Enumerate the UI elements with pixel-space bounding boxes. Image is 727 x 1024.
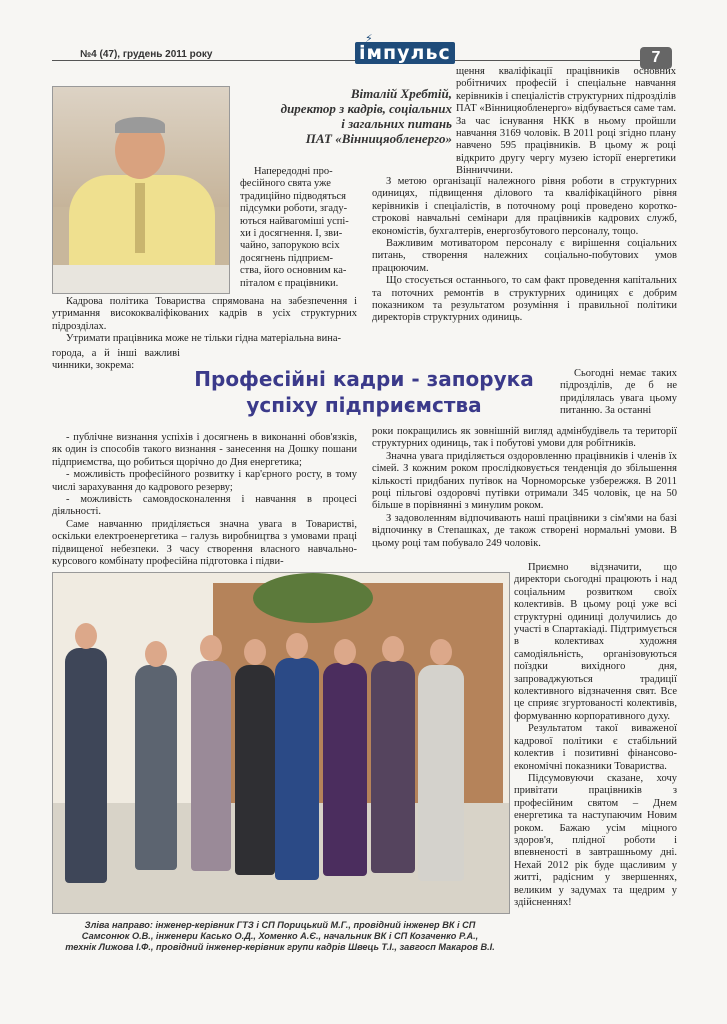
article-col2-top: [456, 66, 676, 178]
issue-info: №4 (47), грудень 2011 року: [80, 49, 213, 60]
article-col2-narrow: [560, 368, 677, 418]
intro-line: чайно, запорукою всіх: [240, 240, 340, 252]
paragraph: Підсумовуючи сказане, хочу привітати працівників з професійним святом – Днем енергетика та наступаючим Новим роком. Бажаю усім міцного здоров'я, плідної роботи і впевненості в завтрашньому дні. Нехай 2012 рік буде щасливим у житті, радісним у звершеннях, великим у задумах та щедрим у здійсненнях!: [514, 772, 677, 908]
page-number: 7: [640, 47, 672, 69]
paragraph: города, а й інші важливі чинники, зокрема:: [52, 348, 180, 372]
paragraph: Утримати працівника може не тільки гідна матеріальна вина-: [66, 333, 342, 345]
paragraph: Результатом такої виваженої кадрової політики є стабільний колектив і позитивні фінансово-економічні показники Товариства.: [514, 723, 677, 772]
caption-line-1: Зліва направо: інженер-керівник ГТЗ і СП Порицький М.Г., провідний інженер ВК і СП: [84, 920, 476, 930]
article-col1-top: [52, 296, 357, 346]
author-company: ПАТ «Вінницяобленерго»: [305, 131, 452, 146]
paragraph: З задоволенням відпочивають наші працівники з сім'ями на базі відпочинку в Степашках, де також створені нормальні умови. В цьому році там побувало 249 чоловік.: [372, 512, 677, 549]
headline-line-1: Професійні кадри - запорука: [194, 367, 534, 391]
intro-line: хи і досягнення. І, зви-: [240, 228, 343, 240]
logo-text: імпульс: [355, 42, 455, 64]
paragraph: Саме навчанню приділяється значна увага в Товаристві, оскільки електроенергетика – галузь виробництва з умовами праці підвищеної небезпеки. З часу створення власного навчально-курсового комбінату професійна підготовка і підви-: [52, 518, 357, 568]
list-item: - можливість професійного розвитку і кар'єрного росту, в тому числі зарахування до кадрового резерву;: [52, 469, 357, 493]
paragraph: Значна увага приділяється оздоровленню працівників і членів їх сімей. З кожним роком прослідковується тенденція до збільшення кількості придбаних путівок на Чорноморське узбережжя. В 2011 році пільгові оздоровчі путівки отримали 345 чоловік, це на 50 більше в порівнянні з минулим роком.: [372, 450, 677, 512]
intro-line: ються найвагоміші успі-: [240, 215, 349, 227]
intro-line: підсумки роботи, згаду-: [240, 203, 348, 215]
intro-line: традиційно підводяться: [240, 190, 346, 202]
author-name: Віталій Хребтій,: [350, 86, 452, 101]
list-item: - можливість самовдосконалення і навчання в процесі діяльності.: [52, 494, 357, 518]
article-col3: [514, 562, 677, 909]
headline: [185, 366, 543, 418]
list-item: - публічне визнання успіхів і досягнень в виконанні обов'язків, як один із способів такого визнання - занесення на Дошку пошани підприємства, що робиться щорічно до Дня енергетика;: [52, 432, 357, 468]
paragraph: роки покращились як зовнішній вигляд адмінбудівель та території структурних одиниць, так і побутові умови для робітників.: [372, 426, 677, 450]
article-col1-list: [52, 432, 357, 568]
author-position-2: і загальних питань: [341, 116, 452, 131]
caption-line-2: Самсонюк О.В., інженери Касько О.Д., Хоменко А.Є., начальник ВК і СП Козаченко Р.А.,: [81, 931, 479, 941]
intro-line: досягнень підприєм-: [240, 252, 333, 264]
newspaper-logo: [355, 32, 457, 64]
headline-line-2: успіху підприємства: [246, 393, 482, 417]
intro-text: [240, 166, 355, 290]
lightning-icon: ⚡: [365, 32, 374, 45]
paragraph: щення кваліфікації працівників основних робітничих професій і спеціальне навчання керівників і спеціалістів структурних підрозділів ПАТ «Вінницяобленерго» відбувається саме там. За час існування НКК в ньому пройшли навчання 3169 чоловік. В 2011 році згідно плану навчено 595 працівників. В цьому ж році відкрито другу чергу музею історії енергетики Вінниччини.: [456, 66, 676, 177]
paragraph: Що стосується останнього, то сам факт проведення капітальних та поточних ремонтів в структурних одиницях є добрим показником та результатом розуміння і правильної політики директорів структурних одиниць.: [372, 275, 677, 324]
intro-line: фесійного свята уже: [240, 178, 331, 190]
paragraph: Сьогодні немає таких підрозділів, де б не приділялась увага цьому питанню. За останні: [560, 368, 677, 417]
paragraph: Приємно відзначити, що директори сьогодні працюють і над соціальним розвитком своїх колективів. В цьому році уже всі структурні одиниці долучились до участі в Спартакіаді. Підтримується в колективах художня самодіяльність, організовуються поїздки вихідного дня, запроваджуються традиції колективного відзначення свят. Все це сприяє згуртованості колективів, формуванню корпоративного духу.: [514, 562, 677, 722]
paragraph: Важливим мотиватором персоналу є вирішення соціальних питань, створення належних соціально-побутових умов працюючим.: [372, 238, 677, 274]
intro-line: піталом є працівники.: [240, 277, 339, 289]
author-byline: [232, 86, 452, 146]
intro-line: ства, його основним ка-: [240, 265, 347, 277]
group-photo: [52, 572, 510, 914]
director-portrait: [52, 86, 230, 294]
article-col1-side: [52, 348, 180, 373]
author-position: директор з кадрів, соціальних: [280, 101, 452, 116]
paragraph: З метою організації належного рівня роботи в структурних одиницях, підвищення ділового та кваліфікаційного рівня керівників і спеціалістів, в поточному році проведено короткострокові навчальні семінари для працівників кадрових служб, економістів, бухгалтерів, енергозбутового персоналу, тощо.: [372, 176, 677, 237]
photo-caption: [52, 920, 508, 953]
caption-line-3: технік Лижова І.Ф., провідний інженер-керівник групи кадрів Швець Т.І., завгосп Макаров В.І.: [65, 942, 495, 952]
article-col2: [372, 176, 677, 325]
paragraph: Кадрова політика Товариства спрямована на забезпечення і утримання висококваліфікованих кадрів в усіх структурних підрозділах.: [52, 296, 357, 332]
intro-line: Напередодні про-: [254, 166, 333, 177]
article-col2-bottom: [372, 426, 677, 550]
